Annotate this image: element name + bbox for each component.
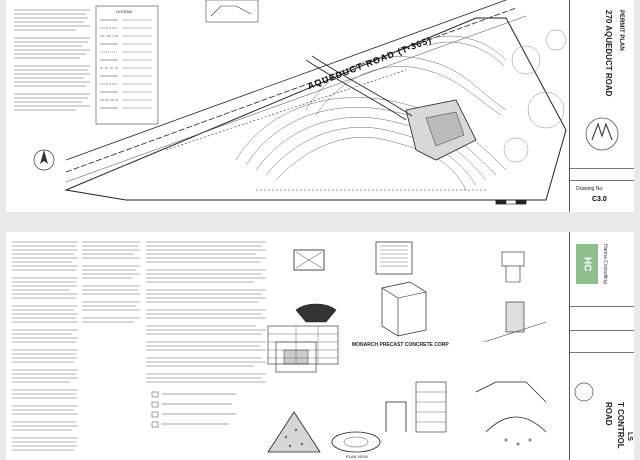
title-block	[569, 0, 634, 212]
legend-title: LEGEND	[116, 9, 133, 14]
construction-details-drawing	[6, 232, 634, 460]
drawing-number: C3.0	[592, 196, 607, 203]
plan-view-label: PLAN VIEW	[346, 454, 368, 459]
site-plan-drawing	[6, 0, 634, 212]
details-sheet	[6, 232, 634, 460]
manufacturer-label: MONARCH PRECAST CONCRETE CORP	[352, 342, 449, 348]
drawing-number-label: Drawing No.	[576, 186, 604, 192]
firm-logo-icon	[570, 110, 634, 160]
project-address: 270 AQUEDUCT ROAD	[604, 10, 613, 97]
firm-info: Hanna Consulting	[602, 244, 608, 284]
road-label: AQUEDUCT ROAD (T-365)	[306, 34, 434, 92]
sheet-title-details: T CONTROL	[616, 402, 625, 449]
permit-plan-sheet	[6, 0, 634, 212]
title-block-details	[569, 232, 634, 460]
sheet-title: PERMIT PLAN	[618, 10, 624, 51]
project-address-details: ROAD	[604, 402, 613, 426]
sheet-subtitle-details: LS	[626, 432, 633, 441]
hc-logo: HC	[576, 244, 598, 284]
